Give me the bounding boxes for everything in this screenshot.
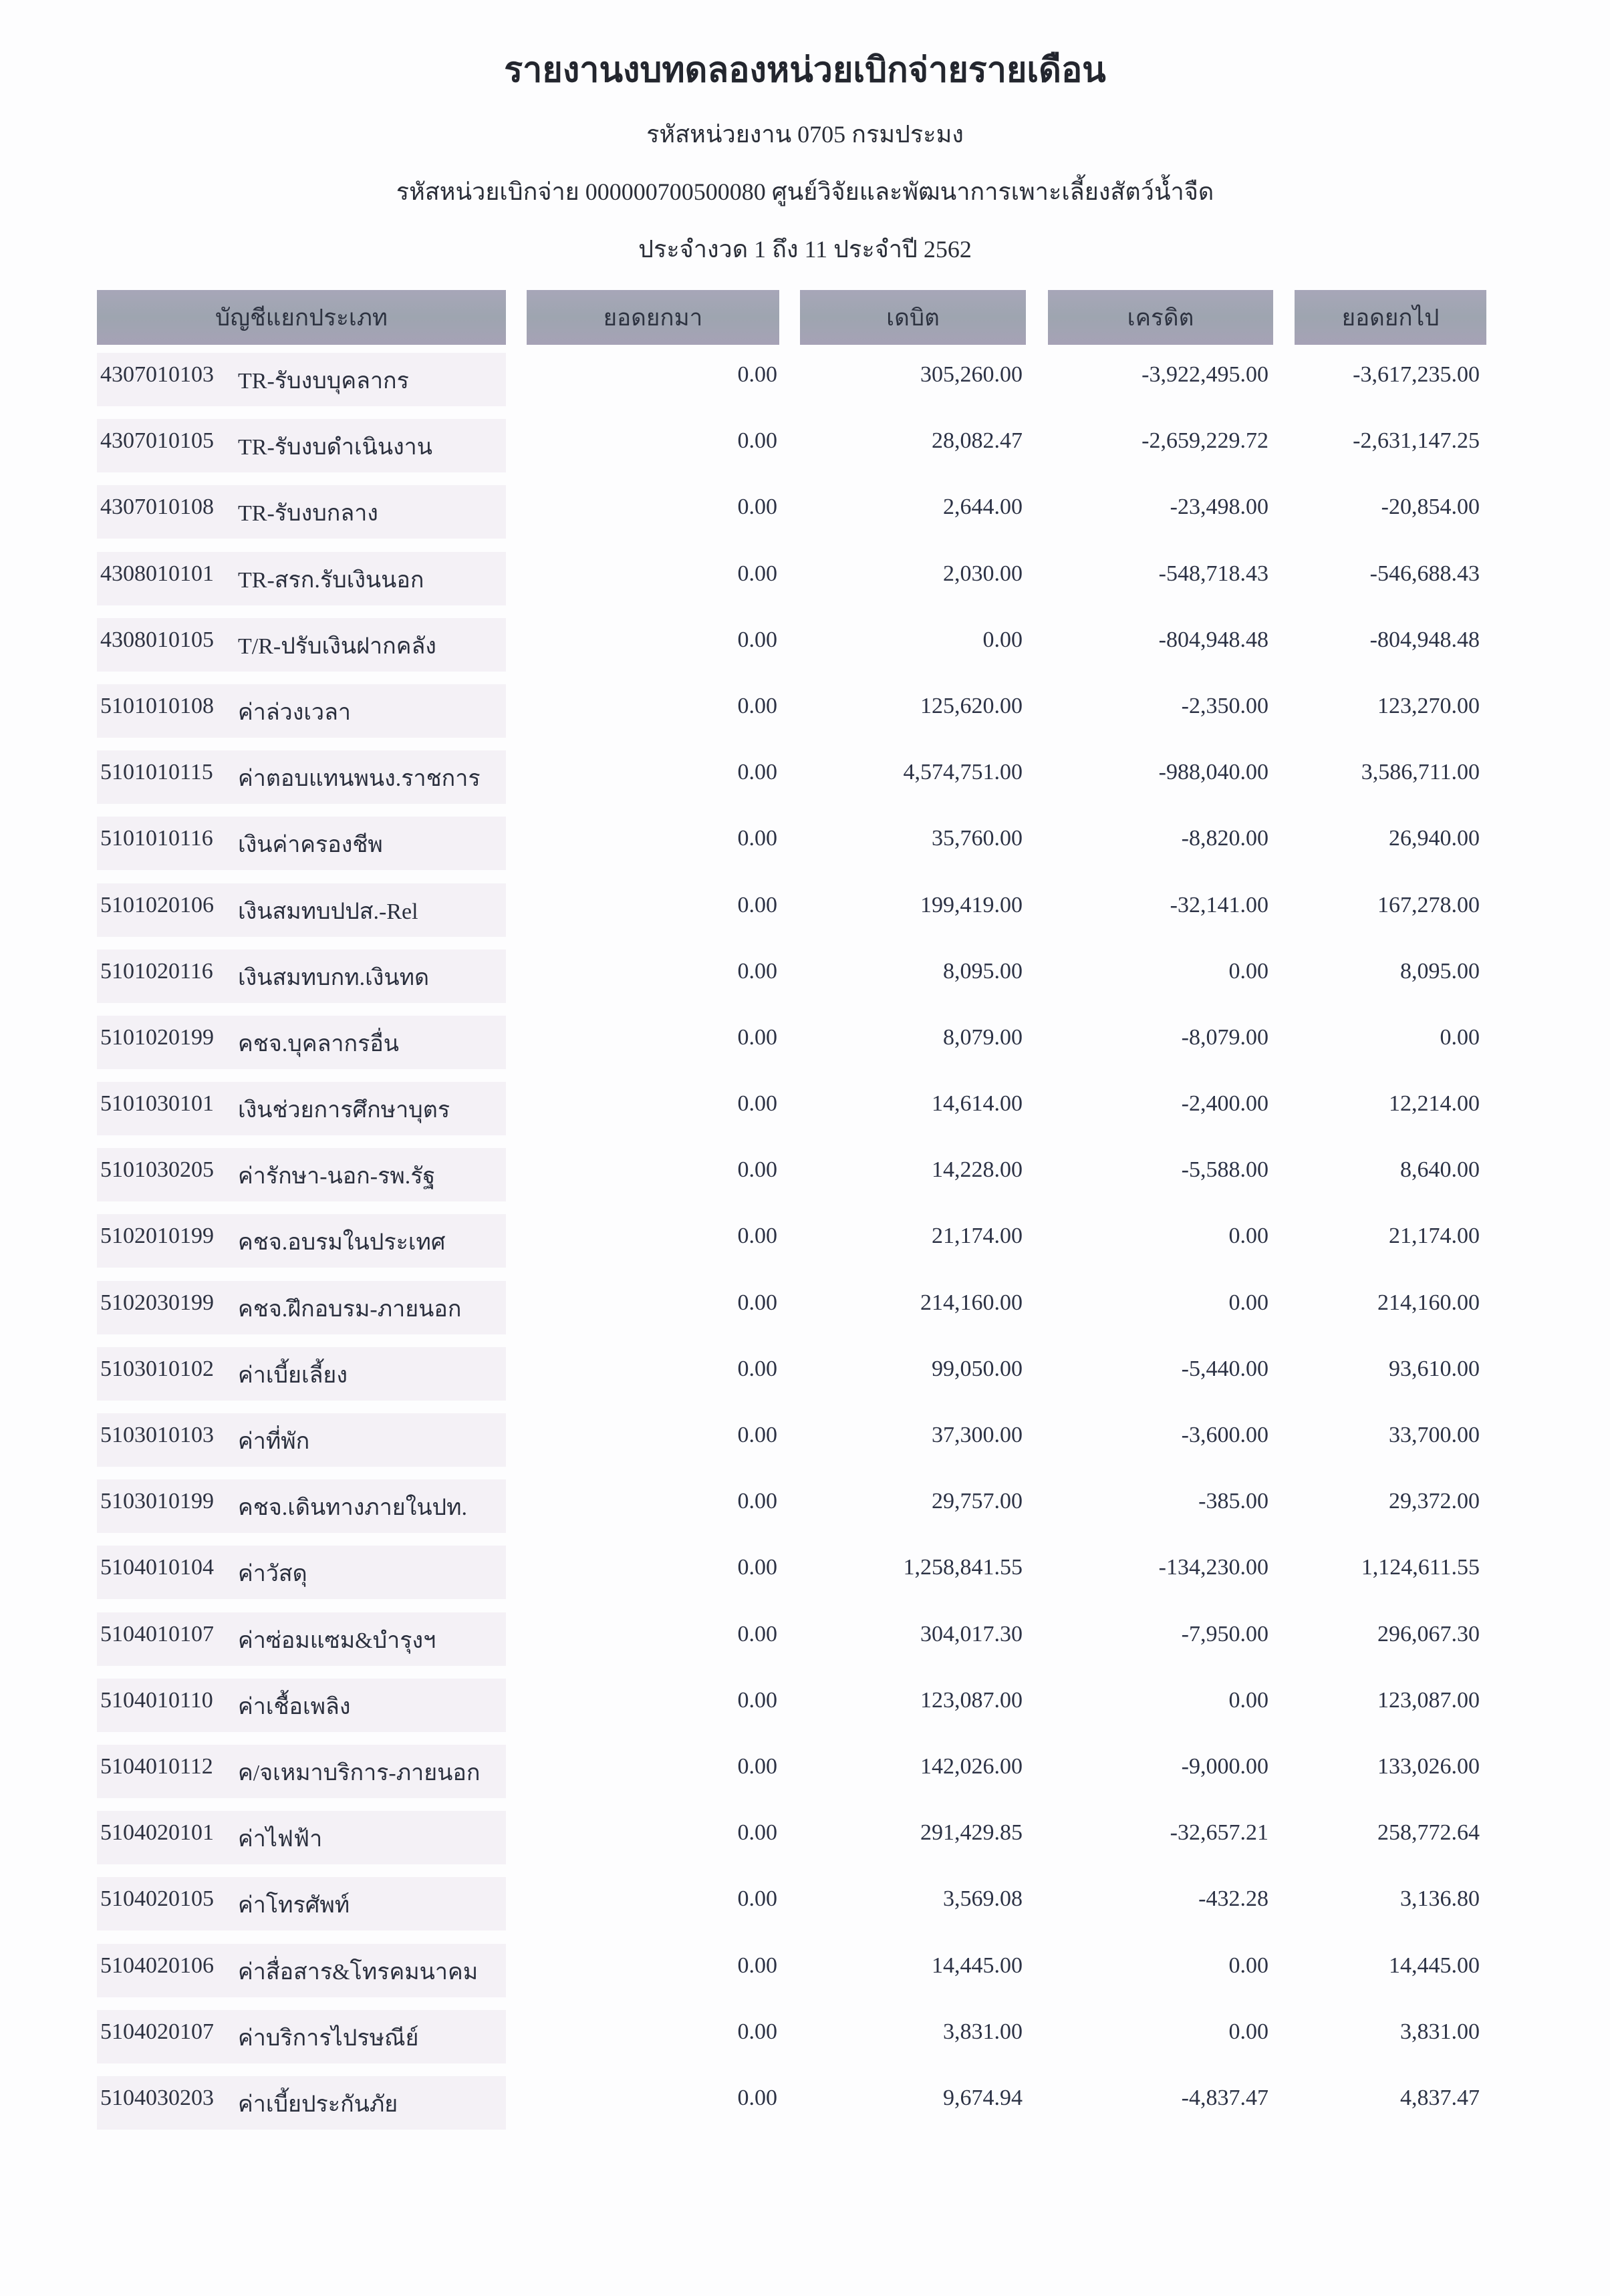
closing-balance: 8,640.00 — [1400, 1157, 1480, 1183]
opening-balance: 0.00 — [737, 428, 777, 454]
credit-amount: -3,600.00 — [1181, 1423, 1268, 1447]
opening-balance: 0.00 — [737, 1423, 777, 1447]
closing-balance: 3,136.80 — [1400, 1886, 1480, 1912]
credit-amount: 0.00 — [1228, 1687, 1268, 1713]
account-name: ค่ารักษา-นอก-รพ.รัฐ — [238, 1164, 436, 1189]
closing-balance: 214,160.00 — [1377, 1290, 1480, 1315]
header-opening: ยอดยกมา — [527, 290, 779, 345]
credit-amount: -2,659,229.72 — [1142, 428, 1268, 454]
account-name: เงินสมทบปปส.-Rel — [238, 899, 418, 924]
account-name: ค่าเชื้อเพลิง — [238, 1694, 351, 1719]
debit-amount: 14,614.00 — [932, 1091, 1023, 1117]
closing-balance: 0.00 — [1440, 1024, 1480, 1050]
debit-amount: 99,050.00 — [932, 1356, 1023, 1381]
table-row — [0, 1408, 1610, 1474]
account-code: 5104020101 — [100, 1820, 214, 1846]
account-code: 4307010105 — [100, 428, 214, 454]
closing-balance: -20,854.00 — [1381, 494, 1480, 520]
opening-balance: 0.00 — [737, 1489, 777, 1514]
debit-amount: 2,644.00 — [943, 494, 1023, 520]
table-row — [0, 811, 1610, 877]
account-code: 5104010110 — [100, 1687, 213, 1713]
credit-amount: -7,950.00 — [1181, 1621, 1268, 1646]
account-name: ค่าโทรศัพท์ — [238, 1893, 350, 1918]
debit-amount: 125,620.00 — [920, 693, 1023, 718]
account-name: คชจ.บุคลากรอื่น — [238, 1031, 400, 1056]
debit-amount: 123,087.00 — [920, 1687, 1023, 1713]
table-row — [0, 480, 1610, 546]
opening-balance: 0.00 — [737, 892, 777, 917]
table-row — [0, 745, 1610, 811]
opening-balance: 0.00 — [737, 1621, 777, 1646]
debit-amount: 199,419.00 — [920, 892, 1023, 917]
credit-amount: -804,948.48 — [1158, 627, 1268, 652]
opening-balance: 0.00 — [737, 1091, 777, 1117]
account-code: 5101020106 — [100, 892, 214, 917]
account-code: 5101010116 — [100, 826, 213, 851]
table-row — [0, 1673, 1610, 1739]
debit-amount: 21,174.00 — [932, 1224, 1023, 1249]
report-title: รายงานงบทดลองหน่วยเบิกจ่ายรายเดือน — [504, 51, 1106, 90]
credit-amount: -8,079.00 — [1181, 1024, 1268, 1050]
credit-amount: -2,400.00 — [1181, 1091, 1268, 1117]
credit-amount: -988,040.00 — [1158, 760, 1268, 785]
table-row — [0, 1010, 1610, 1077]
account-code: 5103010103 — [100, 1423, 214, 1447]
account-code: 5104010107 — [100, 1621, 214, 1646]
closing-balance: 93,610.00 — [1389, 1356, 1480, 1381]
credit-amount: 0.00 — [1228, 1290, 1268, 1315]
debit-amount: 35,760.00 — [932, 826, 1023, 851]
closing-balance: 1,124,611.55 — [1361, 1555, 1480, 1580]
closing-balance: 3,831.00 — [1400, 2019, 1480, 2044]
account-name: คชจ.อบรมในประเทศ — [238, 1230, 446, 1256]
credit-amount: -3,922,495.00 — [1142, 362, 1268, 387]
account-code: 5104010112 — [100, 1753, 213, 1779]
account-name: ค่าที่พัก — [238, 1429, 310, 1454]
header-closing: ยอดยกไป — [1295, 290, 1486, 345]
account-code: 5104020107 — [100, 2019, 214, 2044]
table-row — [0, 1209, 1610, 1275]
account-name: เงินสมทบกท.เงินทด — [238, 965, 430, 990]
credit-amount: 0.00 — [1228, 2019, 1268, 2044]
account-name: คชจ.ฝึกอบรม-ภายนอก — [238, 1296, 462, 1322]
table-row — [0, 1607, 1610, 1673]
opening-balance: 0.00 — [737, 1024, 777, 1050]
opening-balance: 0.00 — [737, 362, 777, 387]
credit-amount: -548,718.43 — [1158, 561, 1268, 586]
debit-amount: 2,030.00 — [943, 561, 1023, 586]
credit-amount: -32,141.00 — [1170, 892, 1268, 917]
account-name: ค่าเบี้ยประกันภัย — [238, 2092, 398, 2117]
opening-balance: 0.00 — [737, 1820, 777, 1846]
closing-balance: -804,948.48 — [1369, 627, 1480, 652]
table-row — [0, 1077, 1610, 1143]
closing-balance: 33,700.00 — [1389, 1423, 1480, 1447]
credit-amount: -432.28 — [1198, 1886, 1268, 1912]
debit-amount: 0.00 — [982, 627, 1023, 652]
account-name: ค่าวัสดุ — [238, 1562, 307, 1587]
table-row — [0, 1540, 1610, 1606]
table-row — [0, 878, 1610, 944]
account-name: คชจ.เดินทางภายในปท. — [238, 1495, 468, 1521]
table-row — [0, 2071, 1610, 2137]
account-name: เงินค่าครองชีพ — [238, 833, 383, 858]
debit-amount: 8,079.00 — [943, 1024, 1023, 1050]
account-name: TR-รับงบบุคลากร — [238, 369, 409, 394]
closing-balance: 12,214.00 — [1389, 1091, 1480, 1117]
debit-amount: 142,026.00 — [920, 1753, 1023, 1779]
debit-amount: 305,260.00 — [920, 362, 1023, 387]
credit-amount: -8,820.00 — [1181, 826, 1268, 851]
debit-amount: 304,017.30 — [920, 1621, 1023, 1646]
credit-amount: -23,498.00 — [1170, 494, 1268, 520]
closing-balance: 21,174.00 — [1389, 1224, 1480, 1249]
header-account: บัญชีแยกประเภท — [97, 290, 506, 345]
opening-balance: 0.00 — [737, 1356, 777, 1381]
table-row — [0, 2005, 1610, 2071]
table-row — [0, 944, 1610, 1010]
account-code: 5101010115 — [100, 760, 213, 785]
closing-balance: 258,772.64 — [1377, 1820, 1480, 1846]
opening-balance: 0.00 — [737, 1886, 777, 1912]
account-code: 5104020105 — [100, 1886, 214, 1912]
account-code: 4307010108 — [100, 494, 214, 520]
opening-balance: 0.00 — [737, 1224, 777, 1249]
account-name: TR-รับงบกลาง — [238, 501, 378, 527]
table-row — [0, 1872, 1610, 1938]
table-row — [0, 1342, 1610, 1408]
debit-amount: 37,300.00 — [932, 1423, 1023, 1447]
opening-balance: 0.00 — [737, 2019, 777, 2044]
debit-amount: 9,674.94 — [943, 2085, 1023, 2110]
opening-balance: 0.00 — [737, 561, 777, 586]
account-name: T/R-ปรับเงินฝากคลัง — [238, 633, 436, 659]
agency-line: รหัสหน่วยงาน 0705 กรมประมง — [646, 121, 964, 148]
opening-balance: 0.00 — [737, 1555, 777, 1580]
opening-balance: 0.00 — [737, 627, 777, 652]
period-line: ประจำงวด 1 ถึง 11 ประจำปี 2562 — [638, 236, 972, 263]
opening-balance: 0.00 — [737, 2085, 777, 2110]
account-name: ค่าสื่อสาร&โทรคมนาคม — [238, 1959, 479, 1985]
closing-balance: 14,445.00 — [1389, 1953, 1480, 1978]
account-code: 4307010103 — [100, 362, 214, 387]
account-code: 5103010102 — [100, 1356, 214, 1381]
header-debit: เดบิต — [800, 290, 1026, 345]
closing-balance: 123,087.00 — [1377, 1687, 1480, 1713]
opening-balance: 0.00 — [737, 1687, 777, 1713]
table-row — [0, 1143, 1610, 1209]
closing-balance: 8,095.00 — [1400, 958, 1480, 984]
account-name: ค่าตอบแทนพนง.ราชการ — [238, 766, 481, 792]
closing-balance: 123,270.00 — [1377, 693, 1480, 718]
account-name: ค่าไฟฟ้า — [238, 1827, 323, 1852]
closing-balance: 167,278.00 — [1377, 892, 1480, 917]
closing-balance: 3,586,711.00 — [1361, 760, 1480, 785]
account-name: TR-สรก.รับเงินนอก — [238, 567, 424, 593]
account-code: 5101030205 — [100, 1157, 214, 1183]
debit-amount: 3,831.00 — [943, 2019, 1023, 2044]
account-code: 4308010101 — [100, 561, 214, 586]
closing-balance: 29,372.00 — [1389, 1489, 1480, 1514]
opening-balance: 0.00 — [737, 826, 777, 851]
opening-balance: 0.00 — [737, 693, 777, 718]
opening-balance: 0.00 — [737, 1290, 777, 1315]
credit-amount: -5,440.00 — [1181, 1356, 1268, 1381]
table-row — [0, 1474, 1610, 1540]
debit-amount: 1,258,841.55 — [903, 1555, 1023, 1580]
credit-amount: -2,350.00 — [1181, 693, 1268, 718]
table-row — [0, 1939, 1610, 2005]
debit-amount: 8,095.00 — [943, 958, 1023, 984]
credit-amount: 0.00 — [1228, 1953, 1268, 1978]
account-code: 5101020199 — [100, 1024, 214, 1050]
credit-amount: -5,588.00 — [1181, 1157, 1268, 1183]
table-row — [0, 414, 1610, 480]
disbursing-unit-line: รหัสหน่วยเบิกจ่าย 000000700500080 ศูนย์วิจัยและพัฒนาการเพาะเลี้ยงสัตว์น้ำจืด — [396, 178, 1214, 205]
debit-amount: 4,574,751.00 — [903, 760, 1023, 785]
header-credit: เครดิต — [1048, 290, 1273, 345]
credit-amount: -134,230.00 — [1158, 1555, 1268, 1580]
opening-balance: 0.00 — [737, 1157, 777, 1183]
opening-balance: 0.00 — [737, 1753, 777, 1779]
opening-balance: 0.00 — [737, 958, 777, 984]
table-body — [0, 347, 1610, 2137]
closing-balance: -2,631,147.25 — [1353, 428, 1480, 454]
table-row — [0, 547, 1610, 613]
account-name: ค/จเหมาบริการ-ภายนอก — [238, 1760, 481, 1785]
account-name: ค่าเบี้ยเลี้ยง — [238, 1362, 348, 1388]
credit-amount: 0.00 — [1228, 1224, 1268, 1249]
closing-balance: 26,940.00 — [1389, 826, 1480, 851]
table-row — [0, 347, 1610, 414]
account-name: ค่าซ่อมแซม&บำรุงฯ — [238, 1628, 436, 1653]
debit-amount: 14,445.00 — [932, 1953, 1023, 1978]
table-row — [0, 679, 1610, 745]
credit-amount: -9,000.00 — [1181, 1753, 1268, 1779]
table-row — [0, 1276, 1610, 1342]
account-name: เงินช่วยการศึกษาบุตร — [238, 1098, 450, 1123]
credit-amount: -4,837.47 — [1181, 2085, 1268, 2110]
account-name: TR-รับงบดำเนินงาน — [238, 435, 433, 460]
opening-balance: 0.00 — [737, 1953, 777, 1978]
credit-amount: 0.00 — [1228, 958, 1268, 984]
closing-balance: -3,617,235.00 — [1353, 362, 1480, 387]
credit-amount: -385.00 — [1198, 1489, 1268, 1514]
account-code: 5101030101 — [100, 1091, 214, 1117]
opening-balance: 0.00 — [737, 760, 777, 785]
table-row — [0, 613, 1610, 679]
table-row — [0, 1806, 1610, 1872]
debit-amount: 28,082.47 — [932, 428, 1023, 454]
closing-balance: 4,837.47 — [1400, 2085, 1480, 2110]
account-code: 4308010105 — [100, 627, 214, 652]
table-row — [0, 1739, 1610, 1806]
account-code: 5102010199 — [100, 1224, 214, 1249]
debit-amount: 29,757.00 — [932, 1489, 1023, 1514]
account-code: 5101020116 — [100, 958, 213, 984]
debit-amount: 291,429.85 — [920, 1820, 1023, 1846]
debit-amount: 214,160.00 — [920, 1290, 1023, 1315]
closing-balance: 296,067.30 — [1377, 1621, 1480, 1646]
opening-balance: 0.00 — [737, 494, 777, 520]
closing-balance: 133,026.00 — [1377, 1753, 1480, 1779]
debit-amount: 14,228.00 — [932, 1157, 1023, 1183]
account-code: 5104020106 — [100, 1953, 214, 1978]
account-code: 5104010104 — [100, 1555, 214, 1580]
closing-balance: -546,688.43 — [1369, 561, 1480, 586]
account-code: 5101010108 — [100, 693, 214, 718]
account-name: ค่าบริการไปรษณีย์ — [238, 2025, 419, 2051]
debit-amount: 3,569.08 — [943, 1886, 1023, 1912]
account-code: 5102030199 — [100, 1290, 214, 1315]
credit-amount: -32,657.21 — [1170, 1820, 1268, 1846]
account-code: 5104030203 — [100, 2085, 214, 2110]
account-name: ค่าล่วงเวลา — [238, 700, 352, 725]
account-code: 5103010199 — [100, 1489, 214, 1514]
